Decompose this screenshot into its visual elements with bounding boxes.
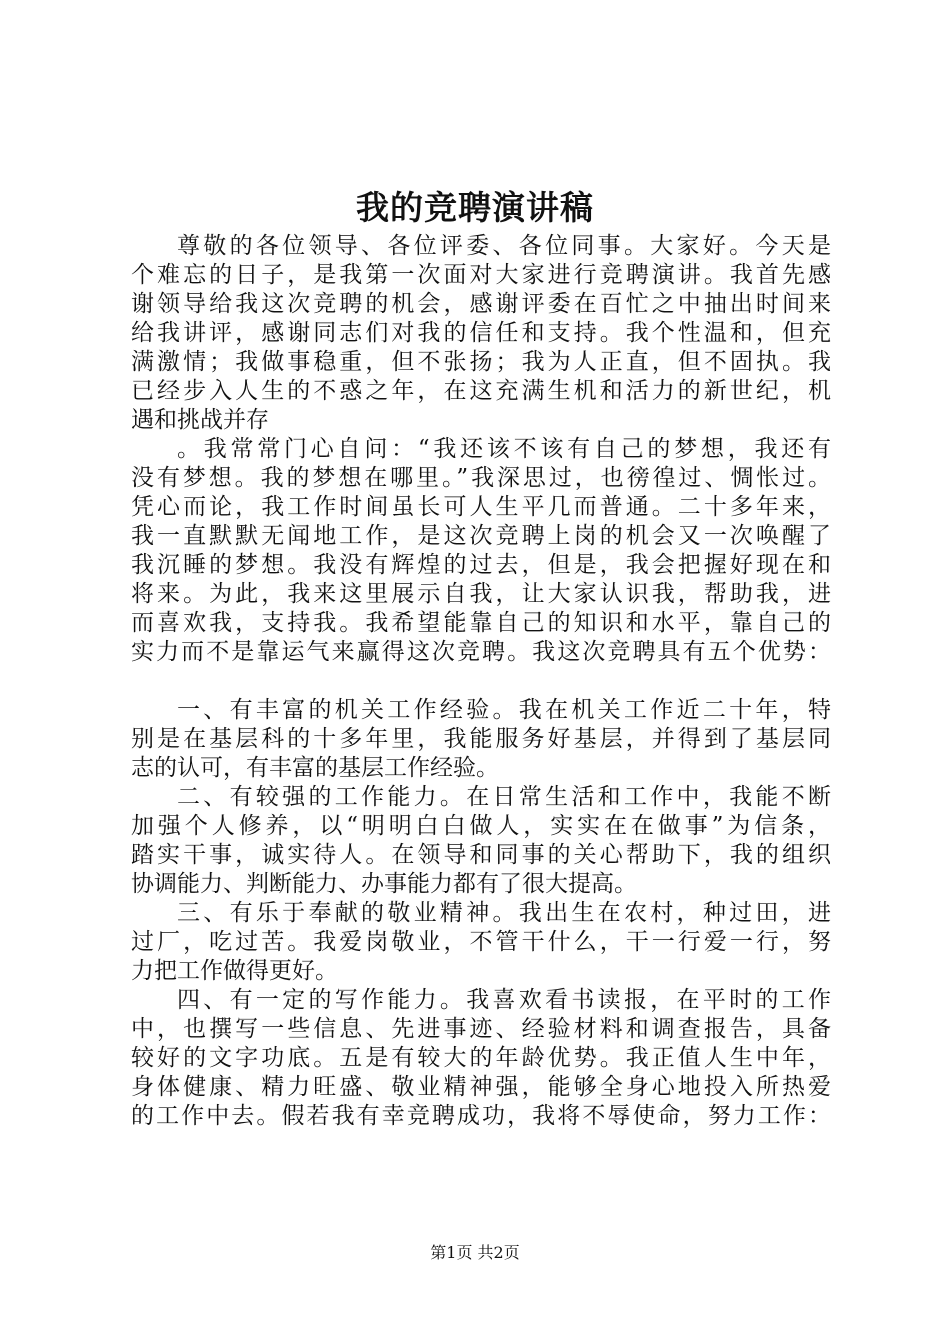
text-line: 实力而不是靠运气来赢得这次竞聘。我这次竞聘具有五个优势： — [131, 639, 831, 665]
text-line: 踏实干事，诚实待人。在领导和同事的关心帮助下，我的组织 — [131, 842, 831, 868]
text-line: 已经步入人生的不惑之年，在这充满生机和活力的新世纪，机 — [131, 378, 831, 404]
page-number-footer: 第1页 共2页 — [430, 1243, 520, 1262]
document-body — [131, 232, 831, 1131]
text-line: 。我常常门心自问：“我还该不该有自己的梦想，我还有 — [177, 436, 831, 462]
text-line: 谢领导给我这次竞聘的机会，感谢评委在百忙之中抽出时间来 — [131, 291, 831, 317]
text-line: 身体健康、精力旺盛、敬业精神强，能够全身心地投入所热爱 — [131, 1074, 831, 1100]
text-line: 满激情；我做事稳重，但不张扬；我为人正直，但不固执。我 — [131, 349, 831, 375]
text-line: 没有梦想。我的梦想在哪里。”我深思过，也徬徨过、惆怅过。 — [131, 465, 831, 491]
text-line: 的工作中去。假若我有幸竞聘成功，我将不辱使命，努力工作： — [131, 1103, 831, 1129]
text-line: 将来。为此，我来这里展示自我，让大家认识我，帮助我，进 — [131, 581, 831, 607]
text-line: 过厂，吃过苦。我爱岗敬业，不管干什么，干一行爱一行，努 — [131, 929, 831, 955]
text-line: 遇和挑战并存 — [131, 407, 269, 433]
text-line: 加强个人修养，以“明明白白做人，实实在在做事”为信条， — [131, 813, 831, 839]
text-line: 个难忘的日子，是我第一次面对大家进行竞聘演讲。我首先感 — [131, 262, 831, 288]
text-line: 二、有较强的工作能力。在日常生活和工作中，我能不断 — [177, 784, 831, 810]
text-line: 别是在基层科的十多年里，我能服务好基层，并得到了基层同 — [131, 726, 831, 752]
text-line: 一、有丰富的机关工作经验。我在机关工作近二十年，特 — [177, 697, 831, 723]
text-line: 我一直默默无闻地工作，是这次竞聘上岗的机会又一次唤醒了 — [131, 523, 831, 549]
text-line: 力把工作做得更好。 — [131, 958, 338, 984]
text-line: 凭心而论，我工作时间虽长可人生平几而普通。二十多年来， — [131, 494, 831, 520]
text-line: 四、有一定的写作能力。我喜欢看书读报，在平时的工作 — [177, 987, 831, 1013]
text-line: 较好的文字功底。五是有较大的年龄优势。我正值人生中年， — [131, 1045, 831, 1071]
text-line: 给我讲评，感谢同志们对我的信任和支持。我个性温和，但充 — [131, 320, 831, 346]
blank-line — [131, 667, 831, 696]
document-title: 我的竞聘演讲稿 — [356, 188, 594, 227]
text-line: 三、有乐于奉献的敬业精神。我出生在农村，种过田，进 — [177, 900, 831, 926]
text-line: 协调能力、判断能力、办事能力都有了很大提高。 — [131, 871, 637, 897]
text-line: 而喜欢我，支持我。我希望能靠自己的知识和水平，靠自己的 — [131, 610, 831, 636]
text-line: 中，也撰写一些信息、先进事迹、经验材料和调查报告，具备 — [131, 1016, 831, 1042]
text-line: 我沉睡的梦想。我没有辉煌的过去，但是，我会把握好现在和 — [131, 552, 831, 578]
text-line: 志的认可，有丰富的基层工作经验。 — [131, 755, 499, 781]
text-line: 尊敬的各位领导、各位评委、各位同事。大家好。今天是 — [177, 233, 831, 259]
